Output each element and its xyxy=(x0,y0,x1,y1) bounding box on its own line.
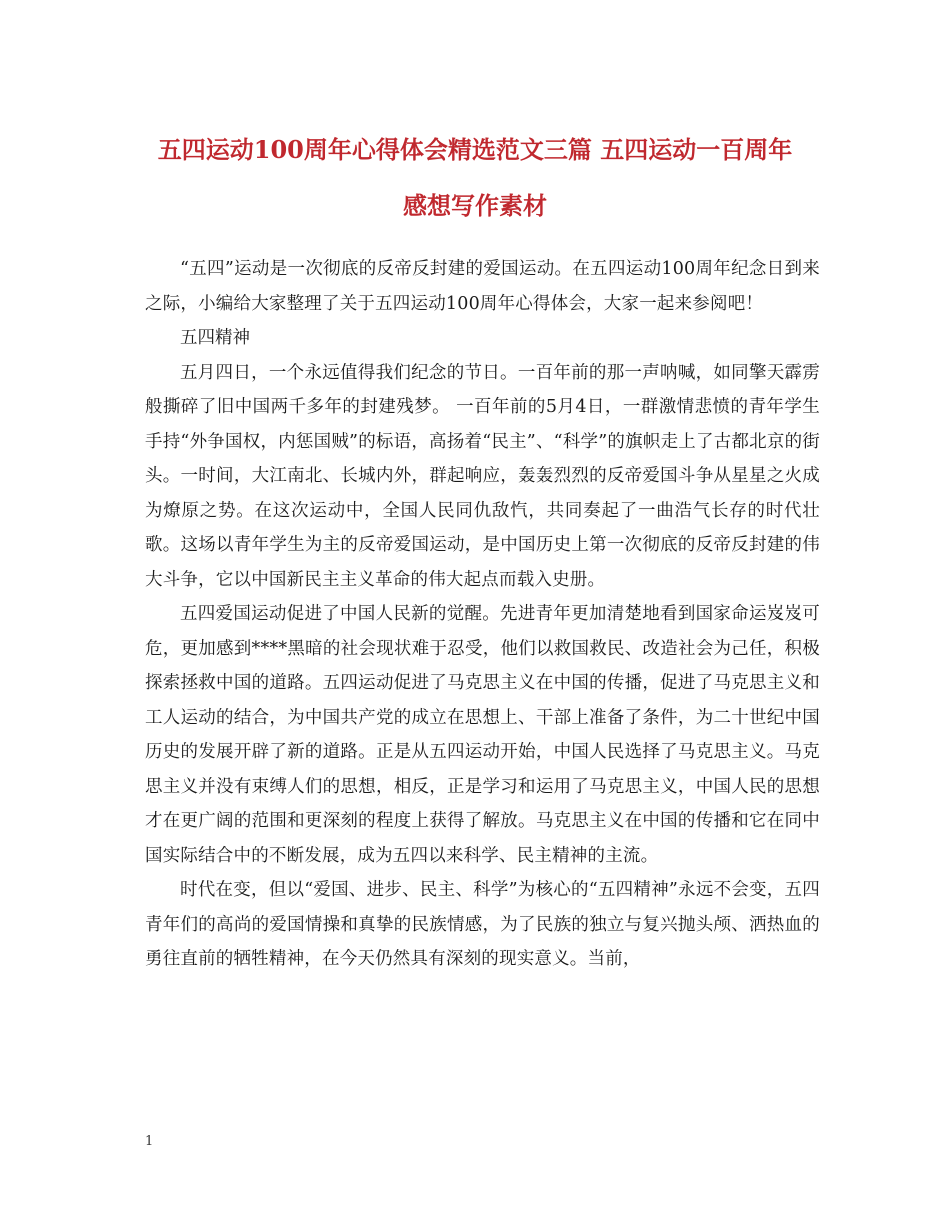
title-line-1: 五四运动100周年心得体会精选范文三篇 五四运动一百周年 xyxy=(157,135,793,164)
body-paragraph: 五四爱国运动促进了中国人民新的觉醒。先进青年更加清楚地看到国家命运岌岌可危，更加感到****黑暗的社会现状难于忍受，他们以救国救民、改造社会为己任，积极探索拯救中国的道路。五四运动促进了马克思主义在中国的传播，促进了马克思主义和工人运动的结合，为中国共产党的成立在思想上、干部上准备了条件，为二十世纪中国历史的发展开辟了新的道路。正是从五四运动开始，中国人民选择了马克思主义。马克思主义并没有束缚人们的思想，相反，正是学习和运用了马克思主义，中国人民的思想才在更广阔的范围和更深刻的程度上获得了解放。马克思主义在中国的传播和它在同中国实际结合中的不断发展，成为五四以来科学、民主精神的主流。 xyxy=(145,604,820,866)
intro-paragraph: “五四”运动是一次彻底的反帝反封建的爱国运动。在五四运动100周年纪念日到来之际，小编给大家整理了关于五四运动100周年心得体会，大家一起来参阅吧！ xyxy=(145,259,820,314)
body-paragraph: 五月四日，一个永远值得我们纪念的节日。一百年前的那一声呐喊，如同擎天霹雳般撕碎了旧中国两千多年的封建残梦。 一百年前的5月4日，一群激情悲愤的青年学生手持“外争国权，内惩国贼”的标语，高扬着“民主”、“科学”的旗帜走上了古都北京的街头。一时间，大江南北、长城内外，群起响应，轰轰烈烈的反帝爱国斗争从星星之火成为燎原之势。在这次运动中，全国人民同仇敌忾，共同奏起了一曲浩气长存的时代壮歌。这场以青年学生为主的反帝爱国运动，是中国历史上第一次彻底的反帝反封建的伟大斗争，它以中国新民主主义革命的伟大起点而载入史册。 xyxy=(145,362,820,590)
document-title xyxy=(120,122,830,234)
body-paragraph: 时代在变，但以“爱国、进步、民主、科学”为核心的“五四精神”永远不会变，五四青年们的高尚的爱国情操和真挚的民族情感，为了民族的独立与复兴抛头颅、洒热血的勇往直前的牺牲精神，在今天仍然具有深刻的现实意义。当前， xyxy=(145,880,820,969)
document-body xyxy=(145,252,820,977)
page-number: 1 xyxy=(145,1134,154,1149)
title-line-2: 感想写作素材 xyxy=(403,191,547,220)
section-heading: 五四精神 xyxy=(180,328,250,348)
